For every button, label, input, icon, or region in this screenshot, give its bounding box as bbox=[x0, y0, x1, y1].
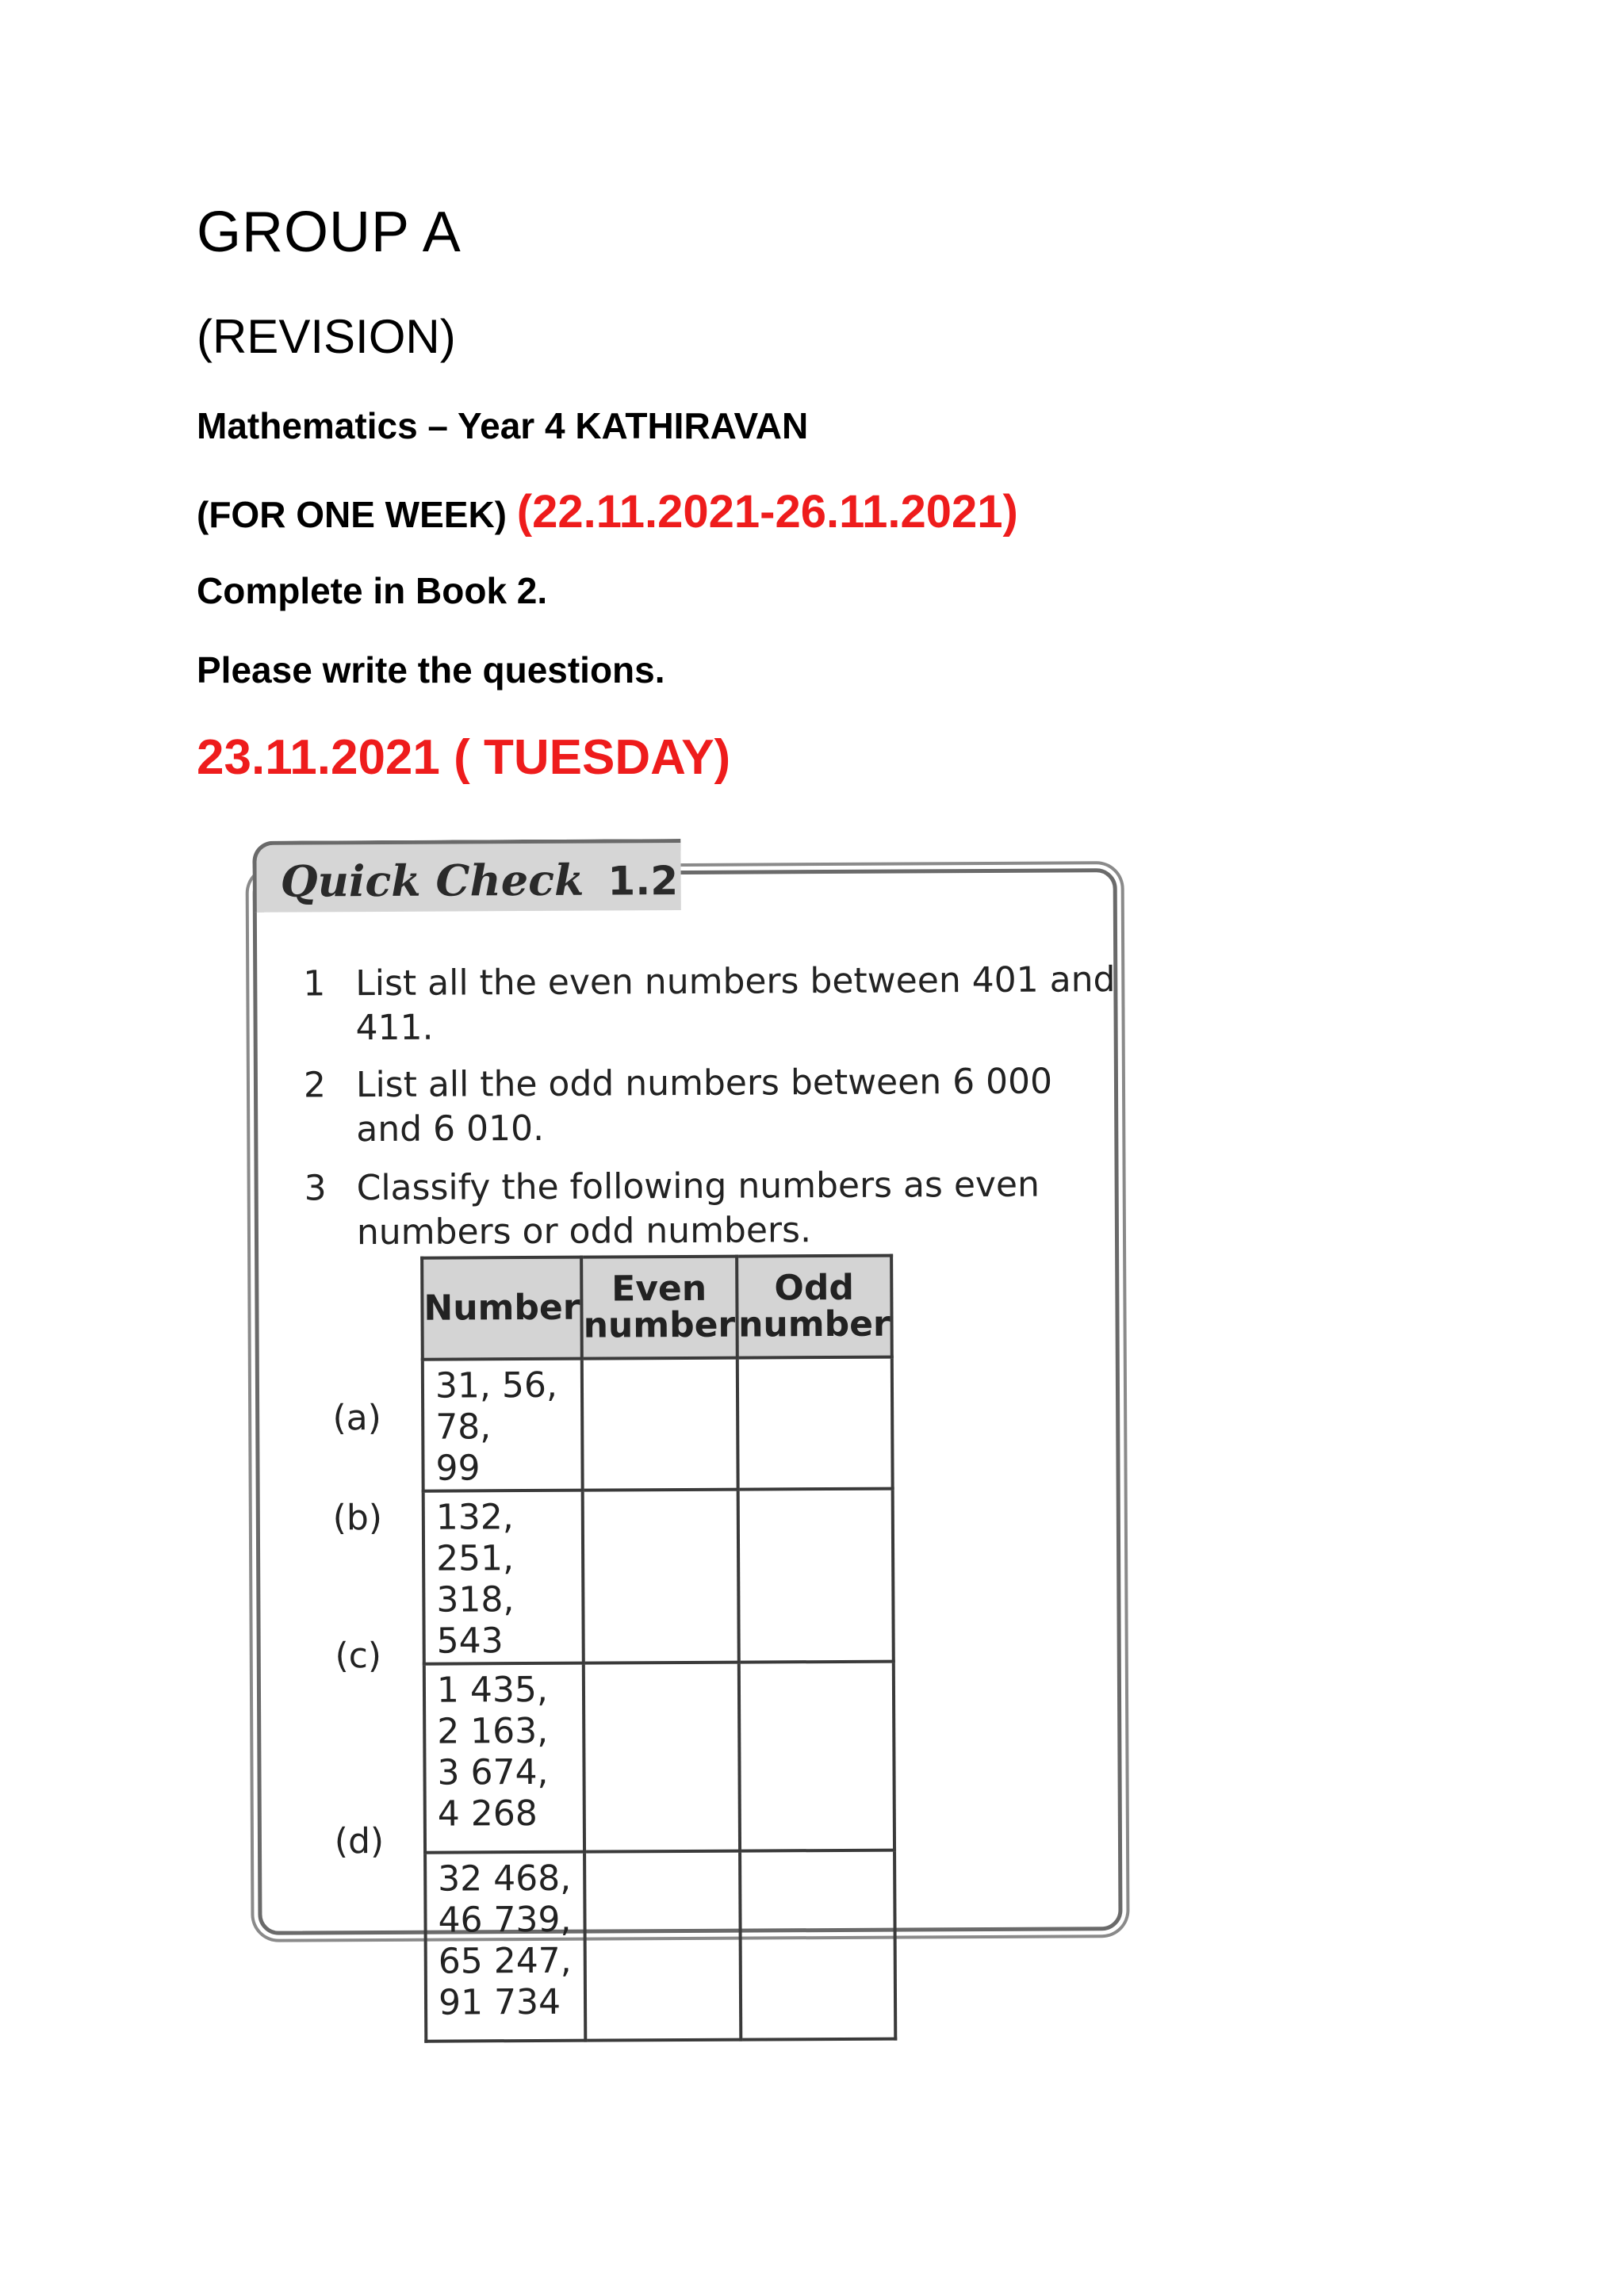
row-label-b: (b) bbox=[332, 1497, 383, 1539]
write-instruction: Please write the questions. bbox=[197, 649, 665, 691]
row-label-a: (a) bbox=[332, 1397, 381, 1439]
header-number: Number bbox=[422, 1257, 582, 1360]
revision-label: (REVISION) bbox=[197, 310, 456, 363]
week-prefix: (FOR ONE WEEK) bbox=[197, 494, 507, 535]
numbers-cell: 132, 251, 318, 543 bbox=[423, 1490, 584, 1664]
row-label-c: (c) bbox=[335, 1635, 382, 1677]
week-dates: (22.11.2021-26.11.2021) bbox=[516, 486, 1018, 538]
quick-check-title bbox=[280, 854, 678, 907]
day-heading: 23.11.2021 ( TUESDAY) bbox=[197, 730, 731, 785]
group-heading: GROUP A bbox=[197, 201, 462, 264]
quick-check-frame bbox=[253, 868, 1123, 2023]
header-even-number: Even number bbox=[581, 1257, 737, 1359]
odd-answer-cell bbox=[737, 1489, 894, 1663]
table-header-row bbox=[422, 1256, 892, 1360]
odd-answer-cell bbox=[737, 1357, 892, 1490]
numbers-cell: 1 435, 2 163, 3 674, 4 268 bbox=[424, 1663, 584, 1853]
table-row bbox=[424, 1662, 894, 1853]
question-number: 3 bbox=[304, 1168, 327, 1209]
table-row bbox=[425, 1850, 895, 2042]
question-text: List all the even numbers between 401 and 411. bbox=[355, 959, 1116, 1049]
even-answer-cell bbox=[584, 1851, 741, 2041]
row-label-d: (d) bbox=[334, 1820, 385, 1862]
numbers-cell: 32 468, 46 739, 65 247, 91 734 bbox=[425, 1852, 585, 2042]
quick-check-title-text: Quick Check bbox=[280, 854, 584, 907]
even-answer-cell bbox=[582, 1358, 737, 1490]
even-answer-cell bbox=[583, 1490, 739, 1663]
table-row bbox=[423, 1357, 893, 1491]
even-answer-cell bbox=[584, 1663, 740, 1852]
classify-table bbox=[420, 1254, 897, 2043]
numbers-cell: 31, 56, 78, 99 bbox=[423, 1359, 583, 1491]
question-number: 2 bbox=[303, 1065, 327, 1106]
question-text: List all the odd numbers between 6 000 and 6 010. bbox=[355, 1061, 1053, 1150]
table-row bbox=[423, 1489, 894, 1664]
quick-check-number: 1.2 bbox=[607, 858, 679, 905]
header-odd-number: Odd number bbox=[737, 1256, 892, 1358]
week-line bbox=[197, 485, 1018, 538]
textbook-scan bbox=[243, 836, 1120, 2023]
question-text: Classify the following numbers as even numbers or odd numbers. bbox=[356, 1164, 1040, 1253]
book-instruction: Complete in Book 2. bbox=[197, 570, 548, 611]
quick-check-tab bbox=[252, 839, 680, 913]
odd-answer-cell bbox=[738, 1662, 894, 1851]
subject-line: Mathematics – Year 4 KATHIRAVAN bbox=[197, 405, 809, 446]
odd-answer-cell bbox=[740, 1850, 896, 2040]
question-number: 1 bbox=[303, 963, 326, 1004]
